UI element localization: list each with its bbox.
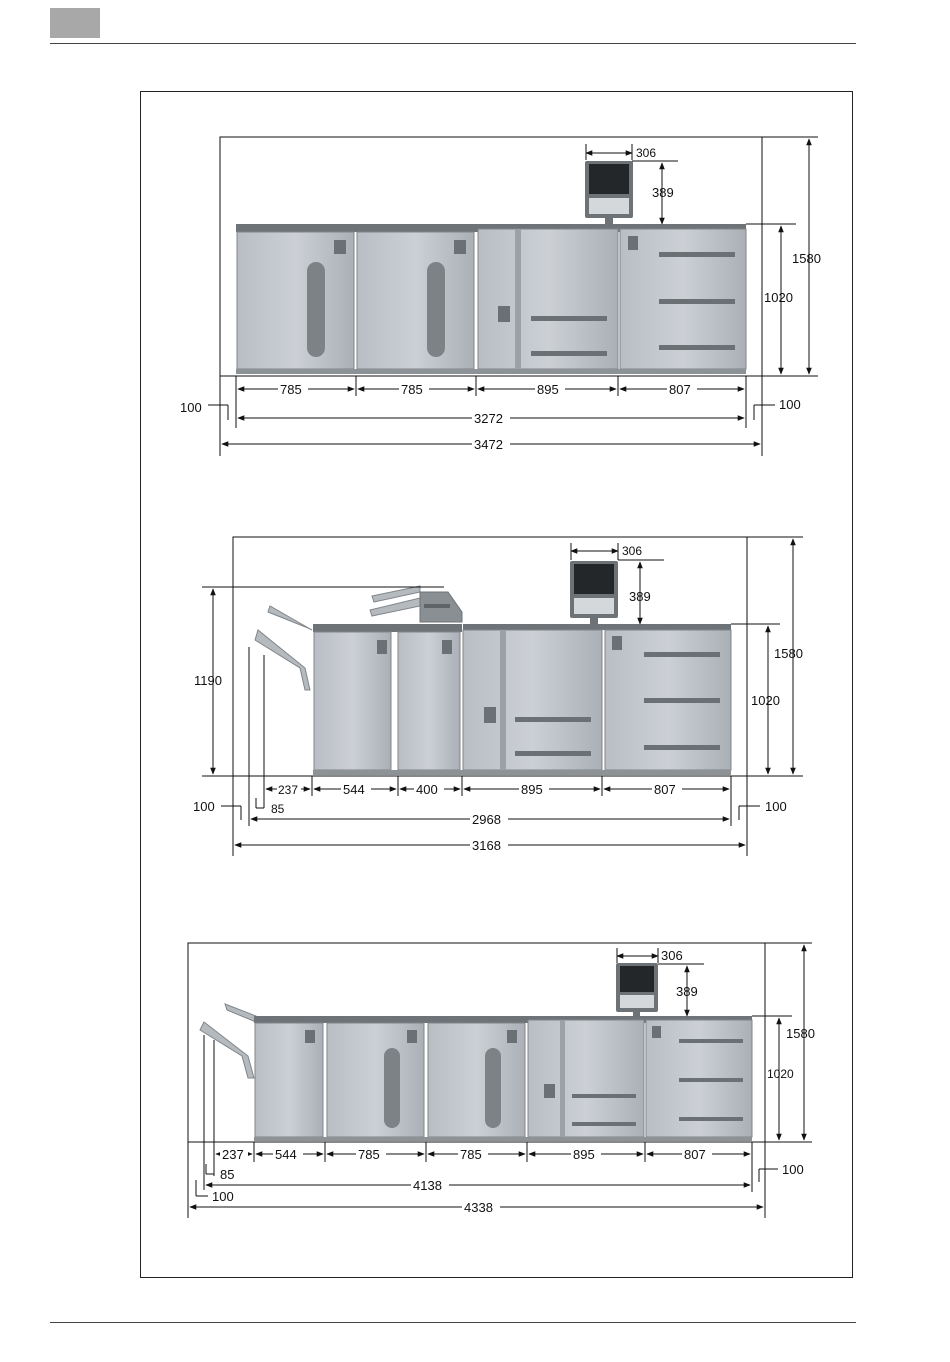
monitor-height-label: 389 — [676, 984, 698, 999]
width-label: 807 — [669, 382, 691, 397]
margin-right-label: 100 — [765, 799, 787, 814]
total-height-label: 1580 — [786, 1026, 815, 1041]
monitor-width-label: 306 — [622, 544, 643, 558]
tray-offset-label: 85 — [271, 802, 285, 816]
width-label: 785 — [460, 1147, 482, 1162]
finisher-height-label: 1190 — [194, 673, 222, 688]
width-label: 400 — [416, 782, 438, 797]
inner-total-label: 3272 — [474, 411, 503, 426]
machine-illustration — [200, 963, 752, 1141]
layout-c — [188, 943, 815, 1218]
width-label: 895 — [537, 382, 559, 397]
monitor-height-label: 389 — [629, 589, 651, 604]
width-label: 544 — [275, 1147, 297, 1162]
monitor-height-label: 389 — [652, 185, 674, 200]
width-label: 237 — [222, 1147, 244, 1162]
inner-total-label: 4138 — [413, 1178, 442, 1193]
monitor-width-label: 306 — [636, 146, 657, 160]
width-label: 895 — [521, 782, 543, 797]
inner-total-label: 2968 — [472, 812, 501, 827]
width-label: 895 — [573, 1147, 595, 1162]
body-height-label: 1020 — [764, 290, 793, 305]
outer-total-label: 4338 — [464, 1200, 493, 1215]
width-label: 785 — [280, 382, 302, 397]
margin-left-label: 100 — [193, 799, 215, 814]
margin-right-label: 100 — [782, 1162, 804, 1177]
margin-left-label: 100 — [180, 400, 202, 415]
width-label: 237 — [278, 783, 299, 797]
total-height-label: 1580 — [792, 251, 821, 266]
layout-a — [180, 137, 821, 456]
margin-left-label: 100 — [212, 1189, 234, 1204]
layout-b — [193, 537, 803, 856]
width-label: 785 — [401, 382, 423, 397]
tray-offset-label: 85 — [220, 1167, 235, 1182]
total-height-label: 1580 — [774, 646, 803, 661]
outer-total-label: 3168 — [472, 838, 501, 853]
margin-right-label: 100 — [779, 397, 801, 412]
width-label: 544 — [343, 782, 365, 797]
width-label: 807 — [654, 782, 676, 797]
body-height-label: 1020 — [767, 1067, 794, 1081]
machine-illustration — [255, 561, 731, 775]
body-height-label: 1020 — [751, 693, 780, 708]
width-label: 807 — [684, 1147, 706, 1162]
monitor-width-label: 306 — [661, 948, 683, 963]
width-label: 785 — [358, 1147, 380, 1162]
outer-total-label: 3472 — [474, 437, 503, 452]
